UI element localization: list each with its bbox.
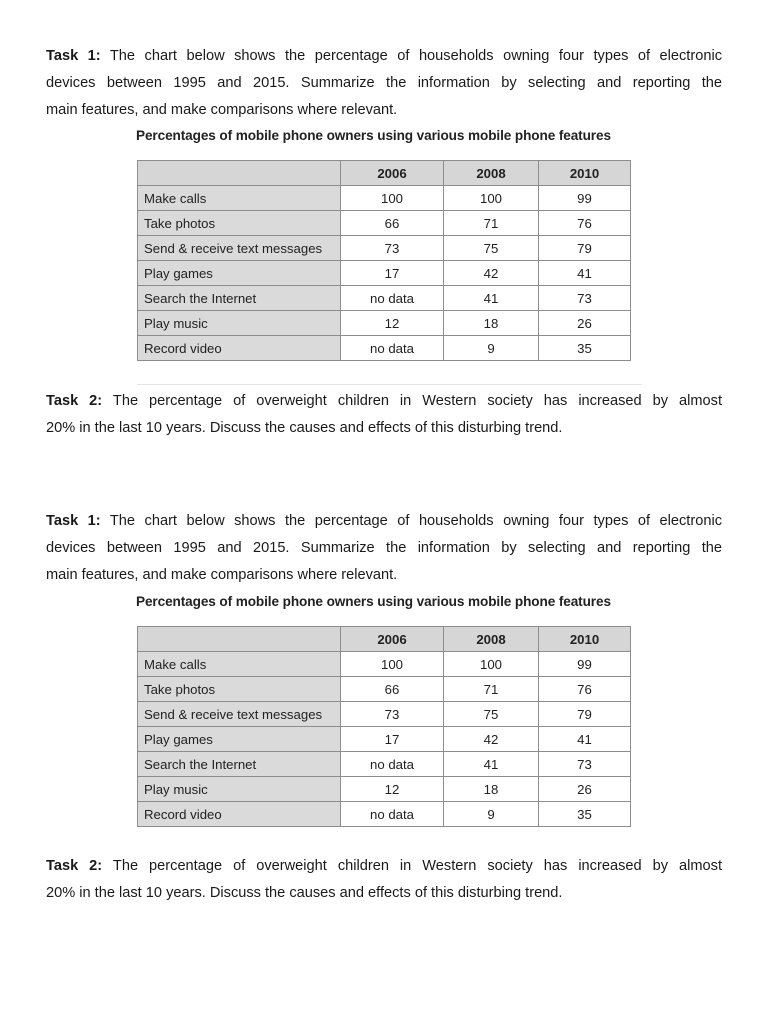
table-row bbox=[138, 261, 631, 286]
table-cell: 42 bbox=[444, 261, 539, 286]
table-row bbox=[138, 777, 631, 802]
table-cell: 41 bbox=[444, 286, 539, 311]
table-row bbox=[138, 802, 631, 827]
table-cell: 26 bbox=[539, 777, 631, 802]
table-cell: no data bbox=[341, 336, 444, 361]
table-cell: 100 bbox=[341, 186, 444, 211]
table-cell: 100 bbox=[444, 186, 539, 211]
table-cell: 35 bbox=[539, 336, 631, 361]
table-cell: 79 bbox=[539, 236, 631, 261]
row-label: Play games bbox=[138, 727, 341, 752]
row-label: Send & receive text messages bbox=[138, 702, 341, 727]
table-row bbox=[138, 752, 631, 777]
table-header-cell: 2006 bbox=[341, 627, 444, 652]
table-row bbox=[138, 677, 631, 702]
table-cell: 99 bbox=[539, 186, 631, 211]
table-row bbox=[138, 702, 631, 727]
table-title: Percentages of mobile phone owners using various mobile phone features bbox=[136, 594, 611, 609]
table-cell: 76 bbox=[539, 677, 631, 702]
table-cell: 73 bbox=[341, 702, 444, 727]
task1-paragraph bbox=[46, 508, 722, 589]
table-header-cell: 2008 bbox=[444, 161, 539, 186]
features-table bbox=[137, 160, 631, 361]
task1-text-line: The chart below shows the percentage of households owning four types of electronic bbox=[100, 48, 722, 64]
table-cell: 17 bbox=[341, 727, 444, 752]
row-label: Make calls bbox=[138, 652, 341, 677]
row-label: Make calls bbox=[138, 186, 341, 211]
table-cell: 41 bbox=[539, 261, 631, 286]
task1-text-line: devices between 1995 and 2015. Summarize the information by selecting and reporting the bbox=[46, 75, 722, 91]
table-row bbox=[138, 236, 631, 261]
features-table bbox=[137, 626, 631, 827]
table-header-cell: 2010 bbox=[539, 627, 631, 652]
table-cell: no data bbox=[341, 286, 444, 311]
table-row bbox=[138, 211, 631, 236]
task2-paragraph bbox=[46, 853, 722, 907]
task2-text-line: 20% in the last 10 years. Discuss the causes and effects of this disturbing trend. bbox=[46, 420, 563, 436]
table-header-cell bbox=[138, 161, 341, 186]
table-cell: 26 bbox=[539, 311, 631, 336]
table-header-cell: 2006 bbox=[341, 161, 444, 186]
task2-text-line: The percentage of overweight children in Western society has increased by almost bbox=[102, 858, 722, 874]
table-cell: no data bbox=[341, 752, 444, 777]
table-cell: 76 bbox=[539, 211, 631, 236]
table-cell: 12 bbox=[341, 777, 444, 802]
table-cell: no data bbox=[341, 802, 444, 827]
task1-text-line: The chart below shows the percentage of households owning four types of electronic bbox=[100, 513, 722, 529]
table-title: Percentages of mobile phone owners using various mobile phone features bbox=[136, 128, 611, 143]
table-cell: 71 bbox=[444, 211, 539, 236]
task1-text-line: main features, and make comparisons where relevant. bbox=[46, 567, 398, 583]
table-row bbox=[138, 652, 631, 677]
table-cell: 99 bbox=[539, 652, 631, 677]
table-header-cell: 2010 bbox=[539, 161, 631, 186]
table-cell: 41 bbox=[539, 727, 631, 752]
table-divider bbox=[137, 384, 642, 385]
table-cell: 79 bbox=[539, 702, 631, 727]
table-cell: 75 bbox=[444, 236, 539, 261]
table-cell: 73 bbox=[539, 286, 631, 311]
row-label: Record video bbox=[138, 336, 341, 361]
row-label: Play games bbox=[138, 261, 341, 286]
row-label: Take photos bbox=[138, 677, 341, 702]
row-label: Record video bbox=[138, 802, 341, 827]
task2-label: Task 2: bbox=[46, 858, 103, 874]
table-cell: 12 bbox=[341, 311, 444, 336]
task1-text-line: devices between 1995 and 2015. Summarize the information by selecting and reporting the bbox=[46, 540, 722, 556]
task1-text-line: main features, and make comparisons where relevant. bbox=[46, 102, 398, 118]
table-cell: 17 bbox=[341, 261, 444, 286]
table-row bbox=[138, 186, 631, 211]
table-header-row bbox=[138, 161, 631, 186]
table-cell: 100 bbox=[444, 652, 539, 677]
task1-label: Task 1: bbox=[46, 513, 101, 529]
row-label: Send & receive text messages bbox=[138, 236, 341, 261]
task1-paragraph bbox=[46, 43, 722, 124]
row-label: Play music bbox=[138, 777, 341, 802]
row-label: Search the Internet bbox=[138, 752, 341, 777]
task2-text-line: The percentage of overweight children in Western society has increased by almost bbox=[102, 393, 722, 409]
task2-label: Task 2: bbox=[46, 393, 103, 409]
task2-paragraph bbox=[46, 388, 722, 442]
table-row bbox=[138, 286, 631, 311]
row-label: Take photos bbox=[138, 211, 341, 236]
table-cell: 41 bbox=[444, 752, 539, 777]
table-cell: 71 bbox=[444, 677, 539, 702]
table-header-row bbox=[138, 627, 631, 652]
table-row bbox=[138, 336, 631, 361]
task1-label: Task 1: bbox=[46, 48, 101, 64]
table-cell: 35 bbox=[539, 802, 631, 827]
table-header-cell bbox=[138, 627, 341, 652]
table-cell: 73 bbox=[341, 236, 444, 261]
table-cell: 100 bbox=[341, 652, 444, 677]
table-header-cell: 2008 bbox=[444, 627, 539, 652]
table-cell: 73 bbox=[539, 752, 631, 777]
table-cell: 9 bbox=[444, 336, 539, 361]
table-cell: 42 bbox=[444, 727, 539, 752]
table-cell: 18 bbox=[444, 777, 539, 802]
row-label: Play music bbox=[138, 311, 341, 336]
task2-text-line: 20% in the last 10 years. Discuss the causes and effects of this disturbing trend. bbox=[46, 885, 563, 901]
table-cell: 66 bbox=[341, 677, 444, 702]
table-cell: 75 bbox=[444, 702, 539, 727]
table-row bbox=[138, 727, 631, 752]
row-label: Search the Internet bbox=[138, 286, 341, 311]
table-row bbox=[138, 311, 631, 336]
table-cell: 66 bbox=[341, 211, 444, 236]
table-cell: 9 bbox=[444, 802, 539, 827]
table-cell: 18 bbox=[444, 311, 539, 336]
